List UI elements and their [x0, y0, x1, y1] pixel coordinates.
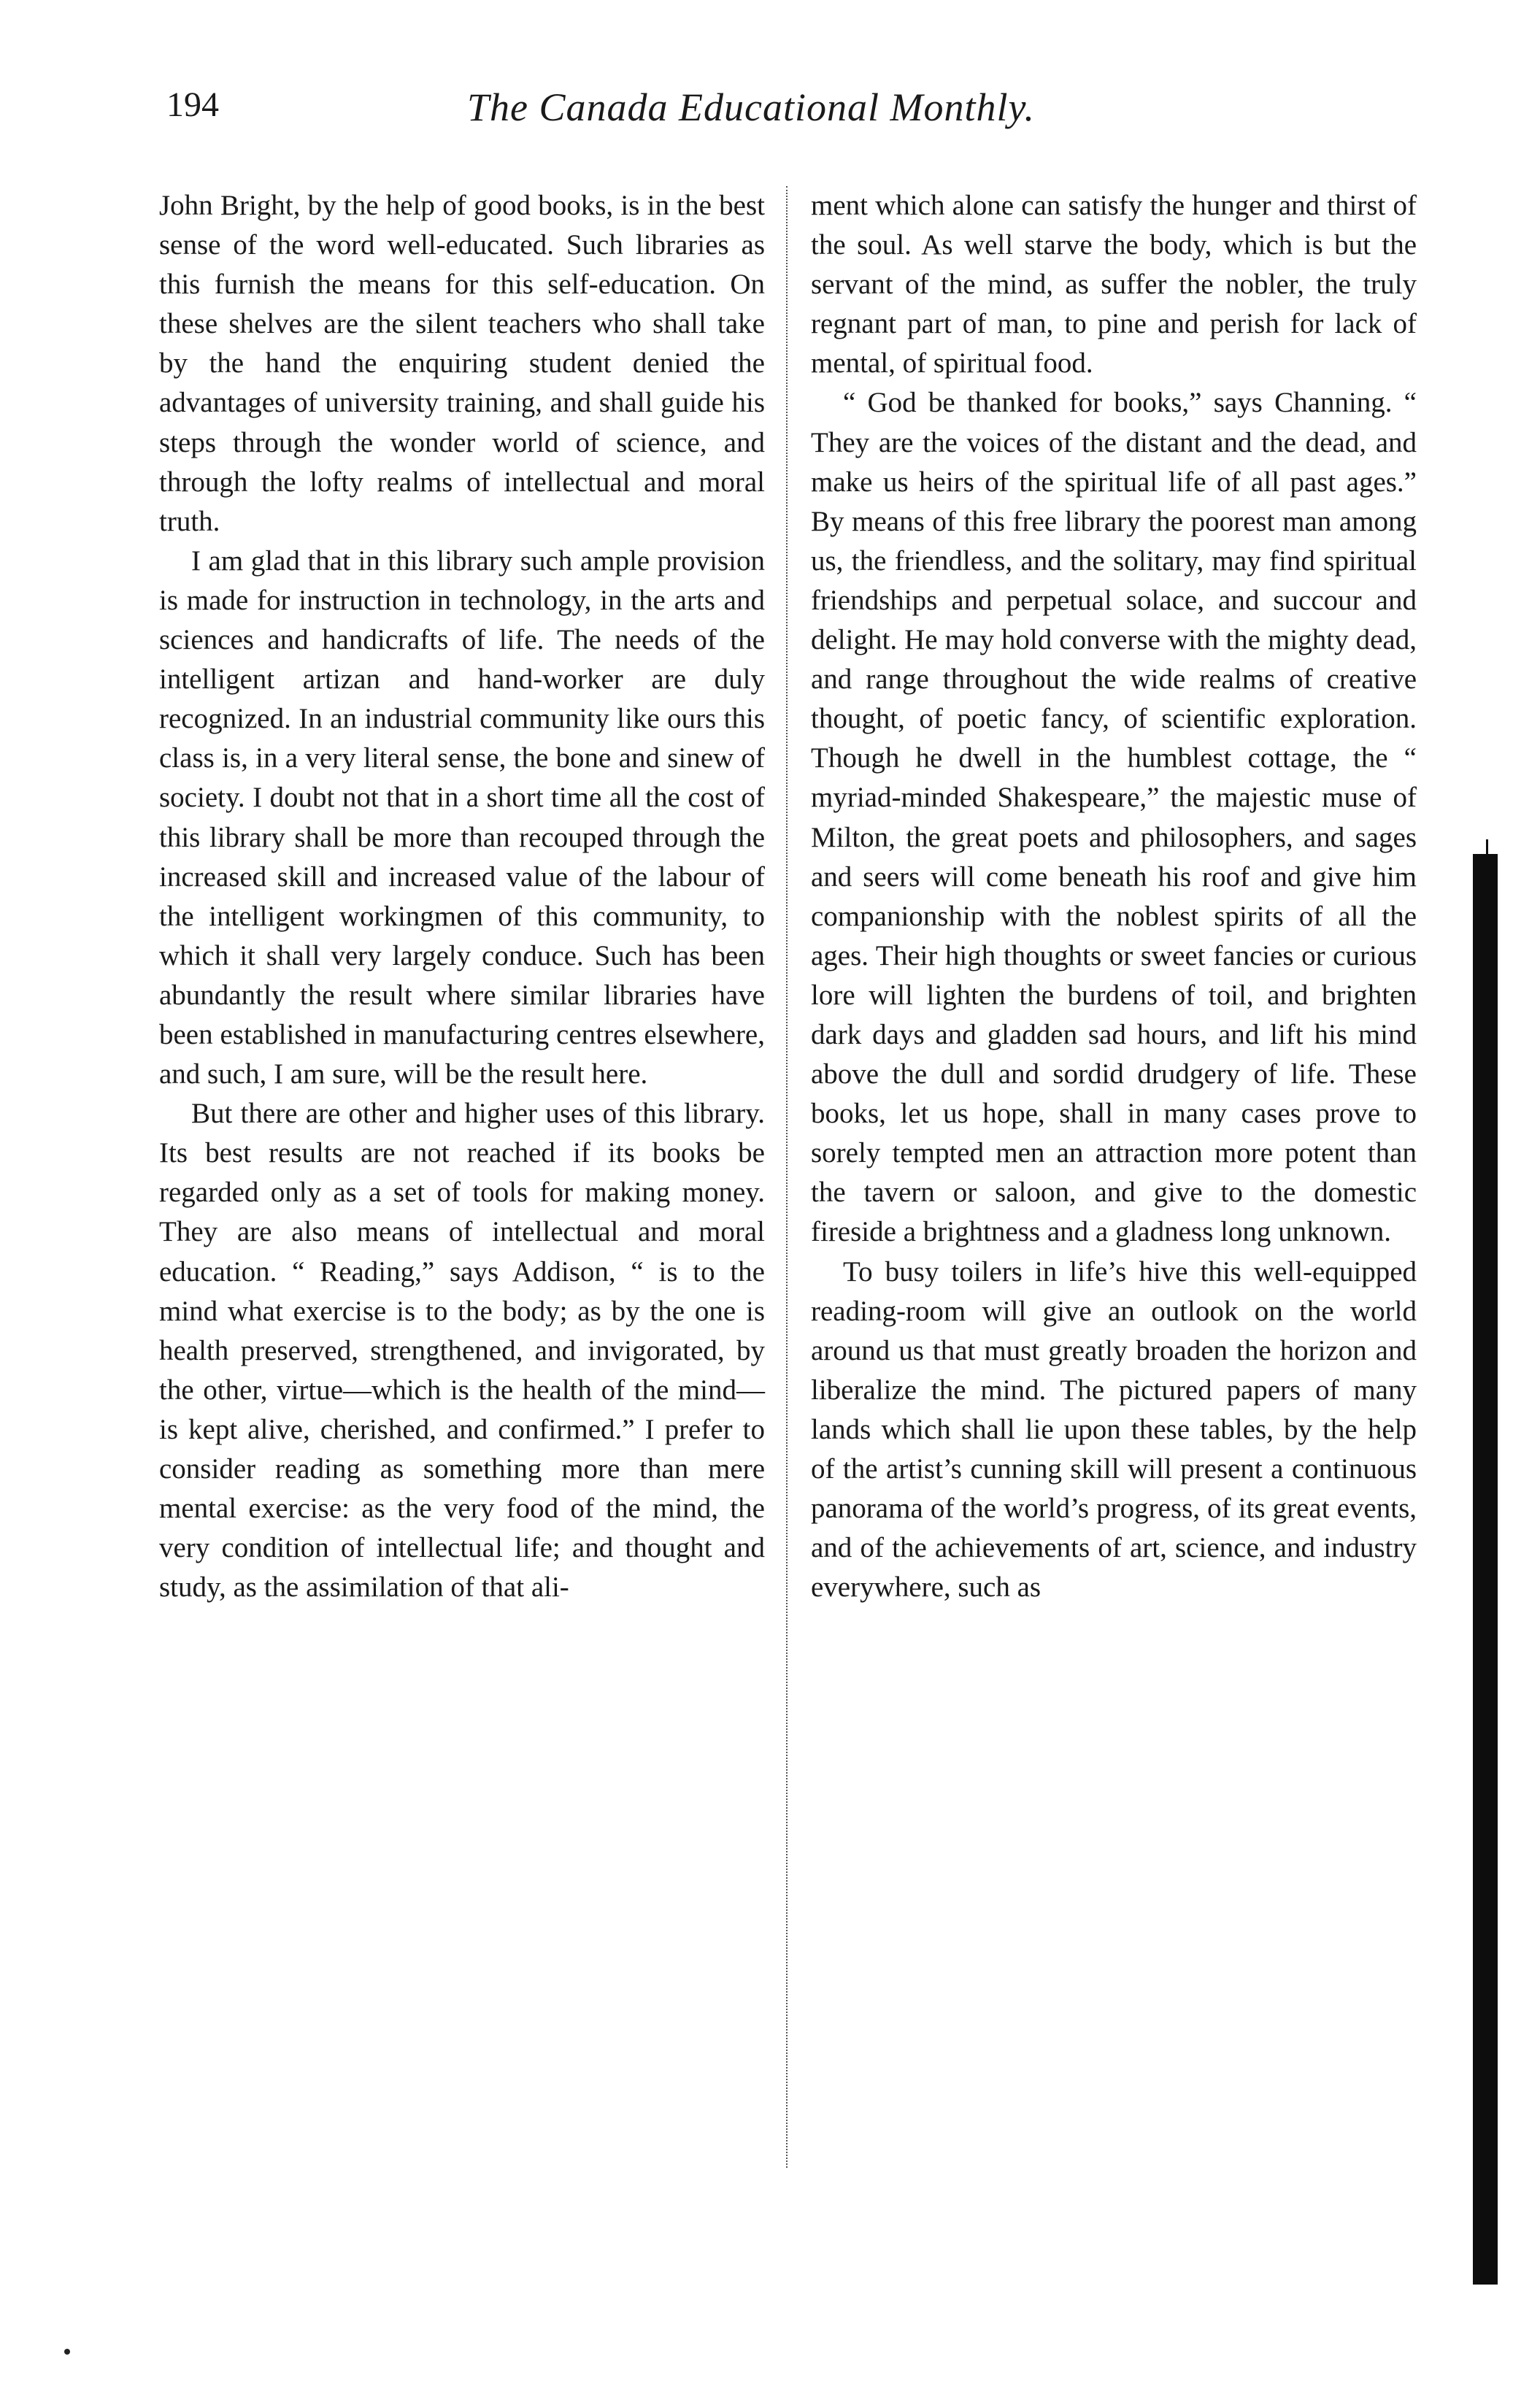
scan-edge-bar: [1473, 854, 1498, 2285]
column-divider: [786, 186, 788, 2168]
left-column: [159, 186, 765, 1607]
scan-speck: [64, 2349, 70, 2355]
paragraph: John Bright, by the help of good books, is in the best sense of the word well-educated. Such libraries as this furnish the means for this self-education. On these shelves are the silent teachers who shall take by the hand the enquiring student denied the advantages of university training, and shall guide his steps through the wonder world of science, and through the lofty realms of intellectual and moral truth.: [159, 190, 765, 537]
right-column: [811, 186, 1417, 1607]
page-number: 194: [166, 85, 219, 124]
paragraph: But there are other and higher uses of this library. Its best results are not reached if its books be regarded only as a set of tools for making money. They are also means of intellectual and moral education. “ Reading,” says Addison, “ is to the mind what exercise is to the body; as by the one is health preserved, strengthened, and invigorated, by the other, virtue—which is the health of the mind—is kept alive, cherished, and confirmed.” I prefer to consider reading as something more than mere mental exercise: as the very food of the mind, the very condition of intellectual life; and thought and study, as the assimilation of that ali-: [159, 1098, 765, 1604]
paragraph: “ God be thanked for books,” says Channing. “ They are the voices of the distant and the dead, and make us heirs of the spiritual life of all past ages.” By means of this free library the poorest man among us, the friendless, and the solitary, may find spiritual friendships and perpetual solace, and succour and delight. He may hold converse with the mighty dead, and range throughout the wide realms of creative thought, of poetic fancy, of scientific exploration. Though he dwell in the humblest cottage, the “ myriad-minded Shakespeare,” the majestic muse of Milton, the great poets and philosophers, and sages and seers will come beneath his roof and give him companionship with the noblest spirits of all the ages. Their high thoughts or sweet fancies or curious lore will lighten the burdens of toil, and brighten dark days and gladden sad hours, and lift his mind above the dull and sordid drudgery of life. These books, let us hope, shall in many cases prove to sorely tempted men an attraction more potent than the tavern or saloon, and give to the domestic fireside a brightness and a gladness long unknown.: [811, 387, 1417, 1248]
paragraph: ment which alone can satisfy the hunger and thirst of the soul. As well starve the body, which is but the servant of the mind, as suffer the nobler, the truly regnant part of man, to pine and perish for lack of mental, of spiritual food.: [811, 190, 1417, 380]
paragraph: I am glad that in this library such ample provision is made for instruction in technology, in the arts and sciences and handicrafts of life. The needs of the intelligent artizan and hand-worker are duly recognized. In an industrial community like ours this class is, in a very literal sense, the bone and sinew of society. I doubt not that in a short time all the cost of this library shall be more than recouped through the increased skill and increased value of the labour of the intelligent workingmen of this community, to which it shall very largely conduce. Such has been abundantly the result where similar libraries have been established in manufacturing centres elsewhere, and such, I am sure, will be the result here.: [159, 544, 765, 1090]
running-title: The Canada Educational Monthly.: [467, 85, 1035, 129]
paragraph: To busy toilers in life’s hive this well-equipped reading-room will give an outlook on the world around us that must greatly broaden the horizon and liberalize the mind. The pictured papers of many lands which shall lie upon these tables, by the help of the artist’s cunning skill will present a continuous panorama of the world’s progress, of its great events, and of the achievements of art, science, and industry everywhere, such as: [811, 1255, 1417, 1604]
